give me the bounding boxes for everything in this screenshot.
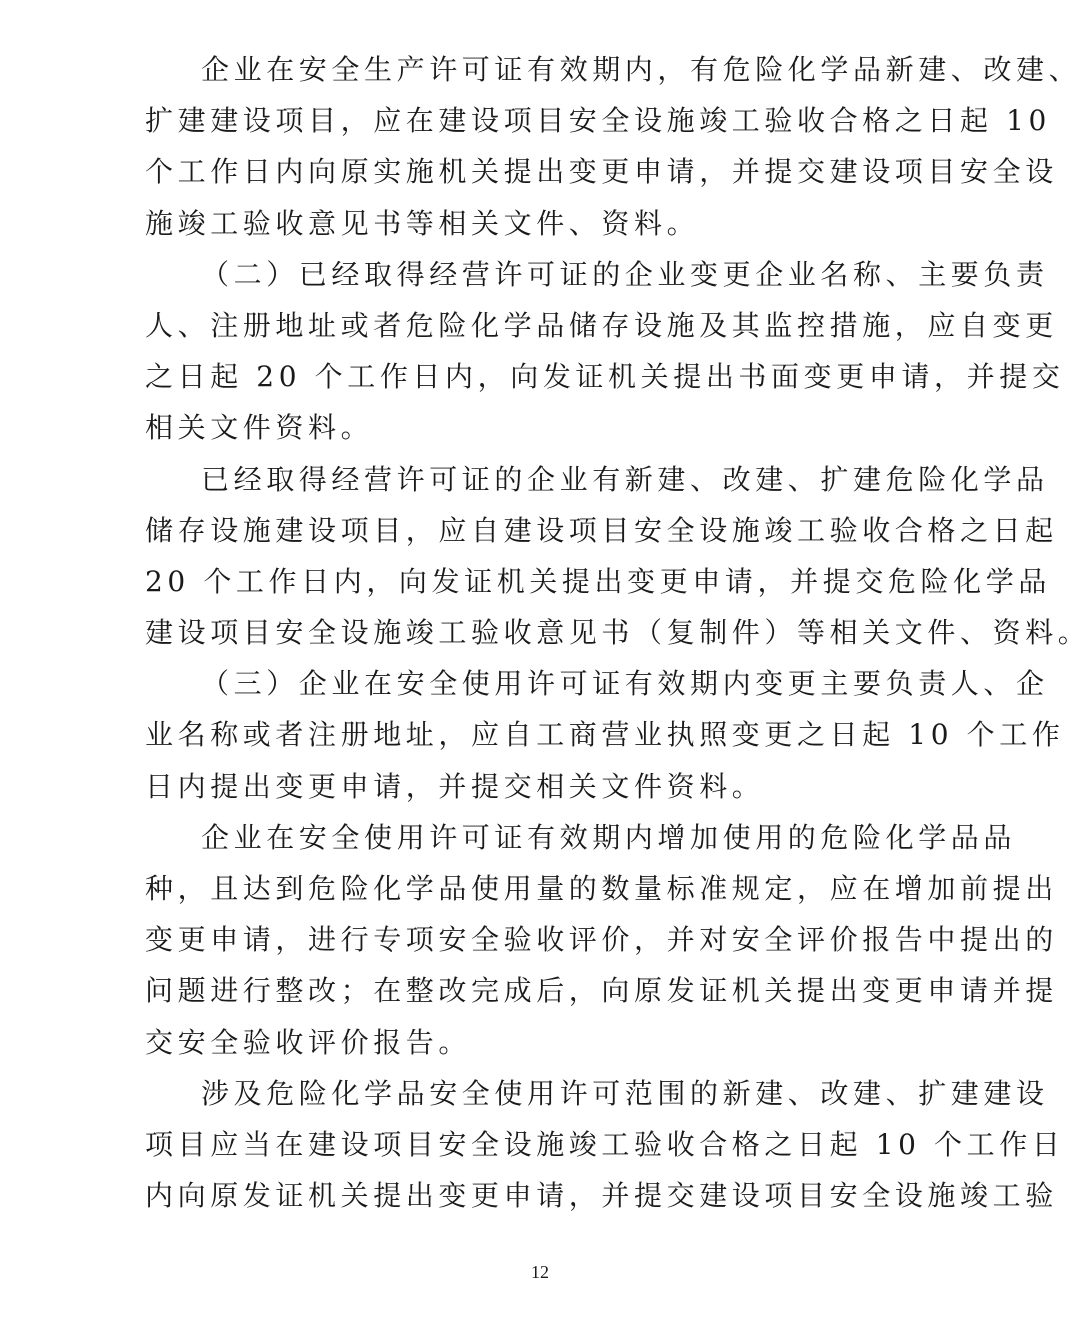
text-line: 业名称或者注册地址，应自工商营业执照变更之日起 10 个工作: [145, 718, 1065, 752]
paragraph-3: [145, 454, 1090, 659]
text-line: 企业在安全生产许可证有效期内，有危险化学品新建、改建、: [201, 53, 1082, 86]
text-line: 人、注册地址或者危险化学品储存设施及其监控措施，应自变更: [145, 308, 1058, 342]
text-line: 交安全验收评价报告。: [145, 1025, 472, 1059]
paragraph-1: [145, 44, 1082, 249]
body-text: [145, 44, 1090, 1221]
text-line: 施竣工验收意见书等相关文件、资料。: [145, 206, 700, 240]
paragraph-5: [145, 812, 1058, 1068]
text-line: （二）已经取得经营许可证的企业变更企业名称、主要负责: [201, 257, 1049, 291]
page-number: 12: [531, 1262, 549, 1282]
text-line: 涉及危险化学品安全使用许可范围的新建、改建、扩建建设: [201, 1076, 1049, 1110]
text-line: 内向原发证机关提出变更申请，并提交建设项目安全设施竣工验: [145, 1179, 1058, 1213]
paragraph-4: [145, 658, 1065, 812]
text-line: 相关文件资料。: [145, 411, 374, 445]
text-line: （三）企业在安全使用许可证有效期内变更主要负责人、企: [201, 667, 1049, 701]
text-line: 变更申请，进行专项安全验收评价，并对安全评价报告中提出的: [145, 923, 1058, 957]
text-line: 项目应当在建设项目安全设施竣工验收合格之日起 10 个工作日: [145, 1127, 1065, 1161]
text-line: 日内提出变更申请，并提交相关文件资料。: [145, 769, 765, 803]
text-line: 企业在安全使用许可证有效期内增加使用的危险化学品品: [201, 820, 1017, 854]
text-line: 扩建建设项目，应在建设项目安全设施竣工验收合格之日起 10: [145, 104, 1051, 138]
text-line: 建设项目安全设施竣工验收意见书（复制件）等相关文件、资料。: [145, 616, 1090, 650]
text-line: 储存设施建设项目，应自建设项目安全设施竣工验收合格之日起: [145, 513, 1058, 547]
text-line: 个工作日内向原实施机关提出变更申请，并提交建设项目安全设: [145, 155, 1058, 189]
text-line: 之日起 20 个工作日内，向发证机关提出书面变更申请，并提交: [145, 360, 1065, 394]
paragraph-6: [145, 1068, 1065, 1222]
text-line: 种，且达到危险化学品使用量的数量标准规定，应在增加前提出: [145, 872, 1058, 905]
paragraph-2: [145, 249, 1065, 454]
text-line: 20 个工作日内，向发证机关提出变更申请，并提交危险化学品: [145, 564, 1051, 598]
text-line: 已经取得经营许可证的企业有新建、改建、扩建危险化学品: [201, 462, 1049, 496]
text-line: 问题进行整改；在整改完成后，向原发证机关提出变更申请并提: [145, 974, 1058, 1008]
